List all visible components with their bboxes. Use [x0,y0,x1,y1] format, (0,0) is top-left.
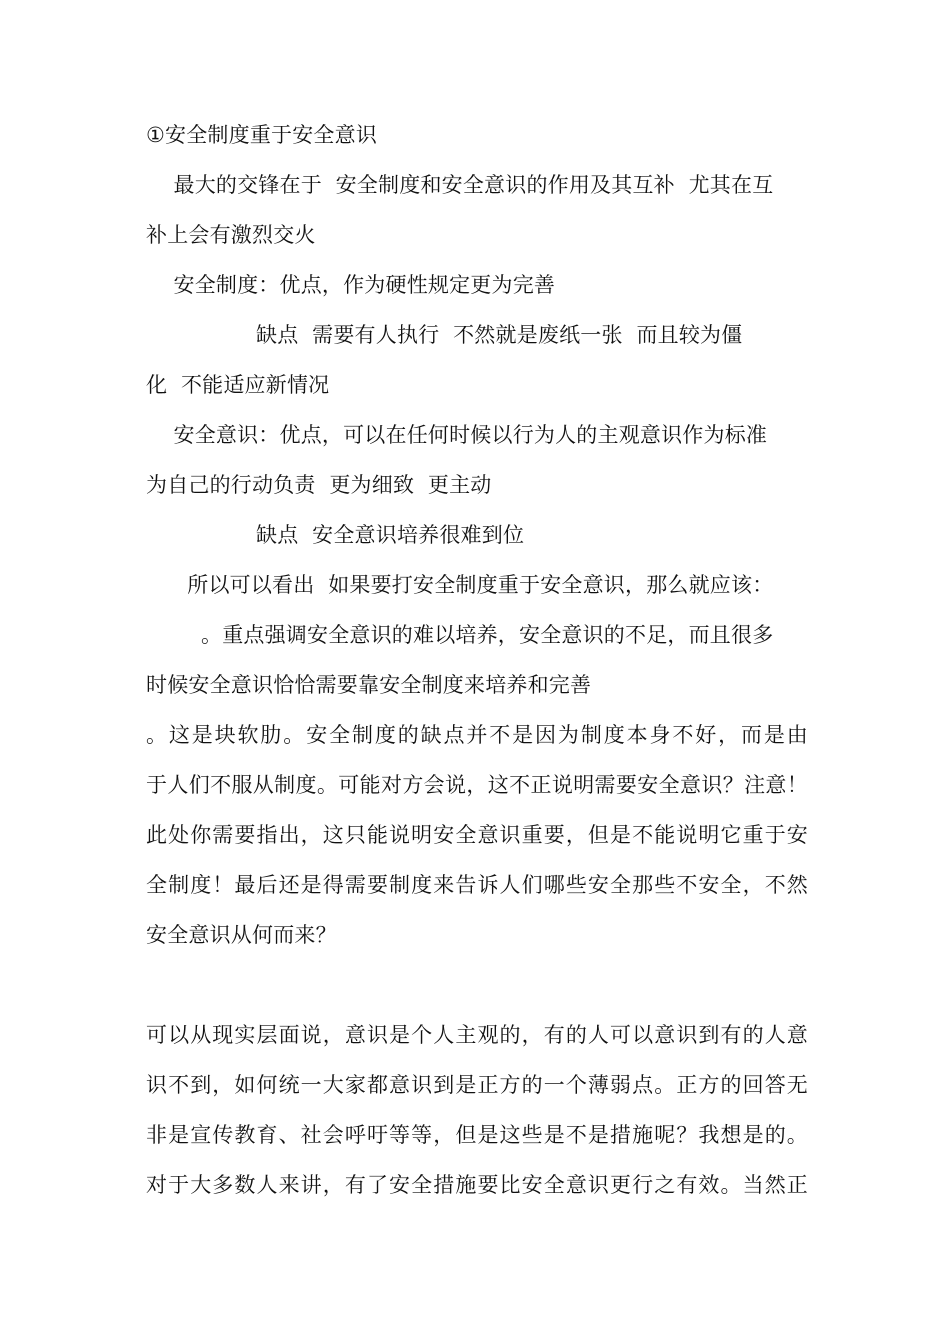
paragraph-line: 可以从现实层面说，意识是个人主观的，有的人可以意识到有的人意 [146,1023,808,1047]
section-heading: ①安全制度重于安全意识 [146,123,378,147]
paragraph-line: 此处你需要指出，这只能说明安全意识重要，但是不能说明它重于安 [146,823,808,847]
paragraph-line: 安全制度：优点，作为硬性规定更为完善 [146,273,556,297]
paragraph-line: 。重点强调安全意识的难以培养，安全意识的不足，而且很多 [146,623,774,647]
paragraph-line: 于人们不服从制度。可能对方会说，这不正说明需要安全意识？注意！ [146,773,808,797]
paragraph-line: 时候安全意识恰恰需要靠安全制度来培养和完善 [146,673,592,697]
paragraph-line: 缺点 安全意识培养很难到位 [146,523,525,547]
paragraph-line: 最大的交锋在于 安全制度和安全意识的作用及其互补 尤其在互 [146,173,774,197]
paragraph-line: 全制度！最后还是得需要制度来告诉人们哪些安全那些不安全，不然 [146,873,808,897]
paragraph-line: 安全意识从何而来？ [146,923,337,947]
paragraph-line: 对于大多数人来讲，有了安全措施要比安全意识更行之有效。当然正 [146,1173,808,1197]
paragraph-line: 缺点 需要有人执行 不然就是废纸一张 而且较为僵 [146,323,743,347]
paragraph-line: 非是宣传教育、社会呼吁等等，但是这些是不是措施呢？我想是的。 [146,1123,808,1147]
paragraph-line: 安全意识：优点，可以在任何时候以行为人的主观意识作为标准 [146,423,768,447]
paragraph-line: 化 不能适应新情况 [146,373,330,397]
paragraph-line: 为自己的行动负责 更为细致 更主动 [146,473,492,497]
paragraph-line: 补上会有激烈交火 [146,223,316,247]
paragraph-line: 。这是块软肋。安全制度的缺点并不是因为制度本身不好，而是由 [146,723,808,747]
paragraph-line: 识不到，如何统一大家都意识到是正方的一个薄弱点。正方的回答无 [146,1073,808,1097]
paragraph-line: 所以可以看出 如果要打安全制度重于安全意识，那么就应该： [146,573,774,597]
